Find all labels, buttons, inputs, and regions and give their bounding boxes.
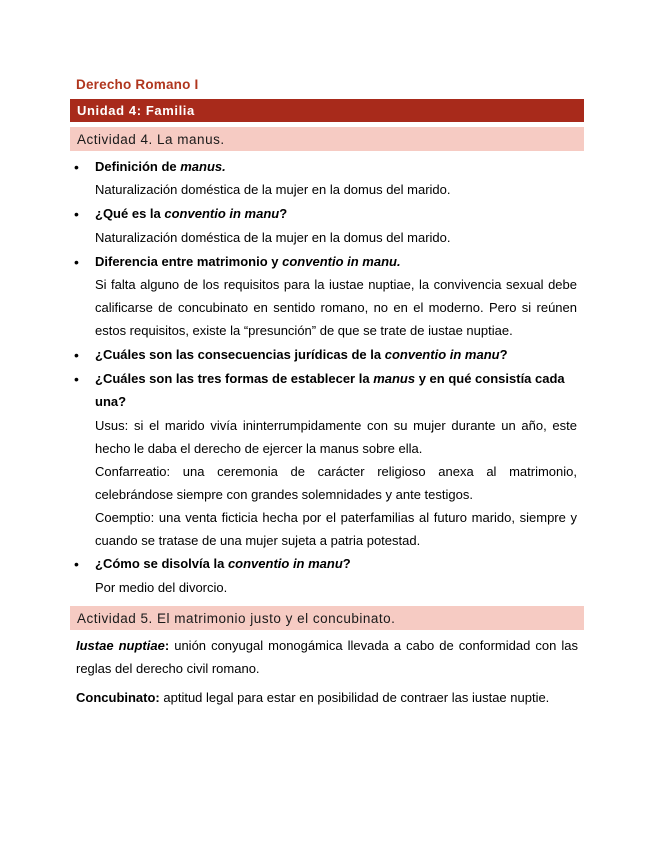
question-2: ¿Qué es la conventio in manu? xyxy=(95,206,288,221)
answer-3-line-2: calificarse de concubinato en sentido romano, no en el moderno. Pero si reúnen xyxy=(95,300,577,315)
answer-3-line-1: Si falta alguno de los requisitos para la iustae nuptiae, la convivencia sexual debe xyxy=(95,277,577,292)
bullet-icon: • xyxy=(74,347,79,363)
question-5: ¿Cuáles son las tres formas de establecer la manus y en qué consistía cada xyxy=(95,371,565,386)
answer-5-line-5: Coemptio: una venta ficticia hecha por el paterfamilias al futuro marido, siempre y xyxy=(95,510,577,525)
bullet-icon: • xyxy=(74,556,79,572)
question-1: Definición de manus. xyxy=(95,159,226,174)
answer-5-line-2: hecho le daba el derecho de ejercer la manus sobre ella. xyxy=(95,441,423,456)
answer-5-line-1: Usus: si el marido vivía ininterrumpidamente con su mujer durante un año, este xyxy=(95,418,577,433)
iustae-definition-line-2: reglas del derecho civil romano. xyxy=(76,661,260,676)
bullet-icon: • xyxy=(74,206,79,222)
bullet-icon: • xyxy=(74,159,79,175)
answer-5-line-6: cuando se tratase de una mujer sujeta a patria potestad. xyxy=(95,533,421,548)
question-6: ¿Cómo se disolvía la conventio in manu? xyxy=(95,556,351,571)
question-3: Diferencia entre matrimonio y conventio in manu. xyxy=(95,254,401,269)
activity5-banner: Actividad 5. El matrimonio justo y el concubinato. xyxy=(70,606,584,630)
bullet-icon: • xyxy=(74,371,79,387)
concubinato-definition: Concubinato: aptitud legal para estar en posibilidad de contraer las iustae nuptie. xyxy=(76,690,550,705)
answer-5-line-3: Confarreatio: una ceremonia de carácter religioso anexa al matrimonio, xyxy=(95,464,577,479)
question-5-line-2: una? xyxy=(95,394,127,409)
course-title: Derecho Romano I xyxy=(76,77,199,92)
iustae-definition-line-1: Iustae nuptiae: unión conyugal monogámica llevada a cabo de conformidad con las xyxy=(76,638,578,653)
answer-1: Naturalización doméstica de la mujer en la domus del marido. xyxy=(95,182,451,197)
activity4-banner: Actividad 4. La manus. xyxy=(70,127,584,151)
answer-3-line-3: estos requisitos, existe la “presunción” de que se trate de iustae nuptiae. xyxy=(95,323,513,338)
bullet-icon: • xyxy=(74,254,79,270)
question-4: ¿Cuáles son las consecuencias jurídicas de la conventio in manu? xyxy=(95,347,508,362)
answer-2: Naturalización doméstica de la mujer en la domus del marido. xyxy=(95,230,451,245)
answer-6: Por medio del divorcio. xyxy=(95,580,228,595)
unit-banner: Unidad 4: Familia xyxy=(70,99,584,122)
answer-5-line-4: celebrándose siempre con grandes solemnidades y ante testigos. xyxy=(95,487,473,502)
